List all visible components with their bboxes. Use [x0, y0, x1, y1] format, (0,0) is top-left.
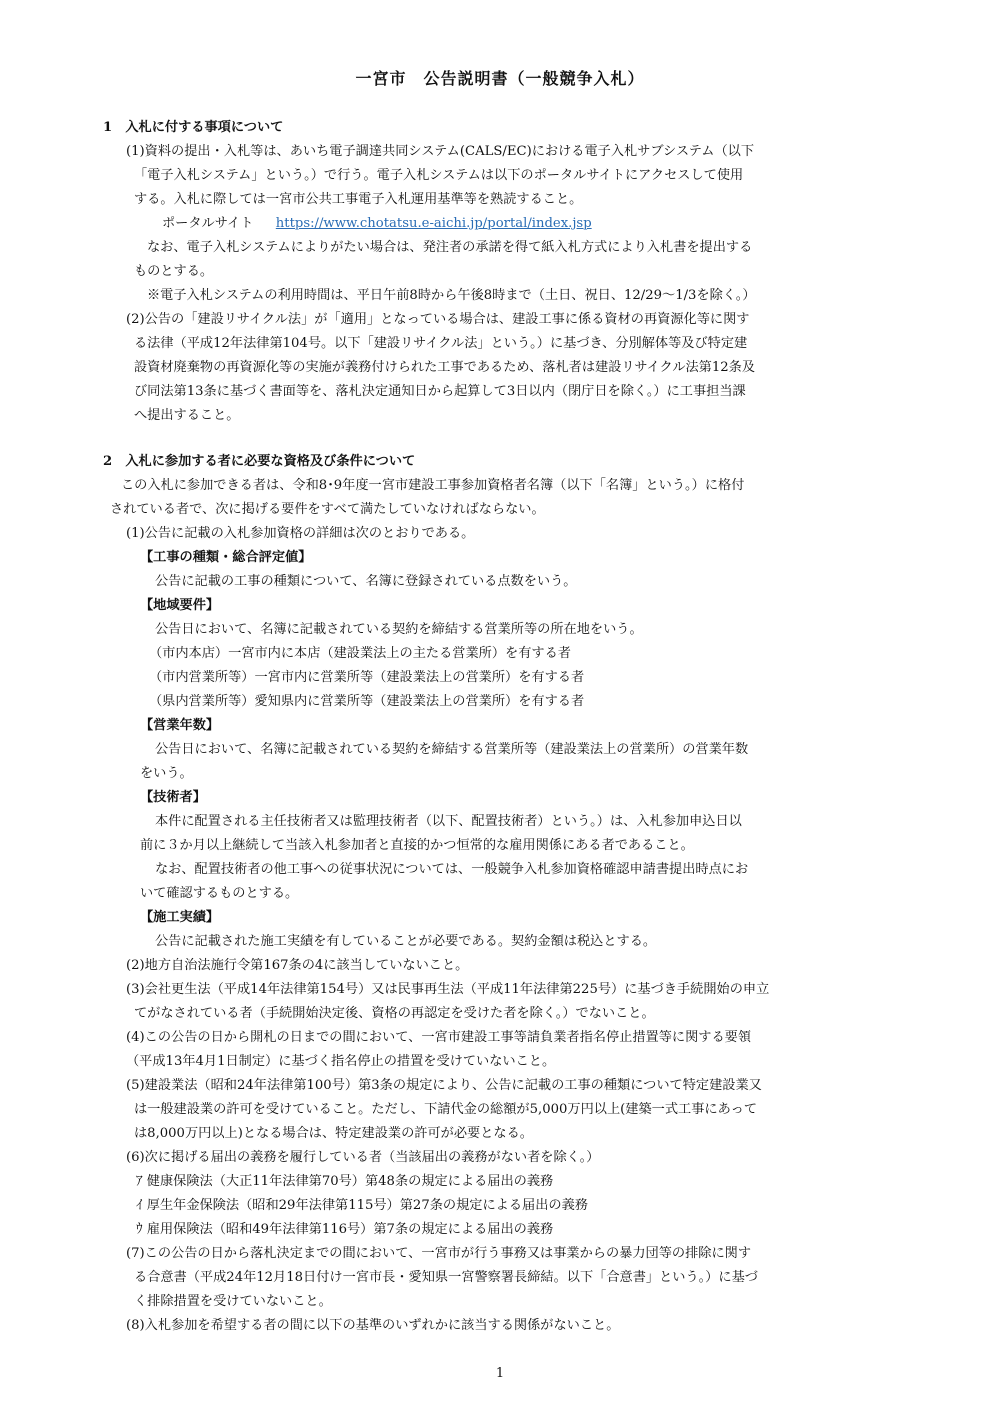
s2-area-heading: 【地域要件】 [140, 598, 220, 613]
s1-item-2-line-1: (2)公告の「建設リサイクル法」が「適用」となっている場合は、建設工事に係る資材の再資源化等に関す [126, 312, 750, 327]
s1-item-1-line-3: する。入札に際しては一宮市公共工事電子入札運用基準等を熟読すること。 [134, 192, 583, 207]
s2-area-option-b: （市内営業所等）一宮市内に営業所等（建設業法上の営業所）を有する者 [149, 670, 585, 685]
s2-item-1: (1)公告に記載の入札参加資格の詳細は次のとおりである。 [126, 526, 475, 541]
s1-item-2-line-5: へ提出すること。 [134, 408, 240, 423]
s1-item-1-line-6: ものとする。 [134, 264, 214, 279]
s2-engineer-heading: 【技術者】 [140, 790, 206, 805]
s2-engineer-line-3: なお、配置技術者の他工事への従事状況については、一般競争入札参加資格確認申請書提出時点にお [155, 862, 749, 877]
s2-kind-body: 公告に記載の工事の種類について、名簿に登録されている点数をいう。 [155, 574, 577, 589]
portal-link[interactable]: https://www.chotatsu.e-aichi.jp/portal/index.jsp [275, 216, 592, 231]
s2-item-7-line-1: (7)この公告の日から落札決定までの間において、一宮市が行う事務又は事業からの暴力団等の排除に関す [126, 1246, 752, 1261]
s2-item-2: (2)地方自治法施行令第167条の4に該当していないこと。 [126, 958, 469, 973]
s2-item-3-line-2: てがなされている者（手続開始決定後、資格の再認定を受けた者を除く。）でないこと。 [134, 1006, 655, 1021]
s2-years-heading: 【営業年数】 [140, 718, 220, 733]
section-1-heading: 1 入札に付する事項について [103, 120, 284, 135]
s2-years-line-1: 公告日において、名簿に記載されている契約を締結する営業所等（建設業法上の営業所）の営業年数 [155, 742, 749, 757]
s1-item-1-line-1: (1)資料の提出・入札等は、あいち電子調達共同システム(CALS/EC)における電子入札サブシステム（以下 [126, 144, 755, 159]
s2-years-line-2: をいう。 [140, 766, 193, 781]
portal-row [162, 214, 592, 234]
s1-item-2-line-3: 設資材廃棄物の再資源化等の実施が義務付けられた工事であるため、落札者は建設リサイクル法第12条及 [134, 360, 756, 375]
s2-area-body: 公告日において、名簿に記載されている契約を締結する営業所等の所在地をいう。 [155, 622, 643, 637]
s2-item-8: (8)入札参加を希望する者の間に以下の基準のいずれかに該当する関係がないこと。 [126, 1318, 620, 1333]
s2-record-heading: 【施工実績】 [140, 910, 220, 925]
s1-usage-hours-note: ※電子入札システムの利用時間は、平日午前8時から午後8時まで（土日、祝日、12/29～1/3を除く。） [147, 288, 756, 303]
s1-item-1-line-2: 「電子入札システム」という。）で行う。電子入札システムは以下のポータルサイトにアクセスして使用 [134, 168, 744, 183]
s1-item-1-line-5: なお、電子入札システムによりがたい場合は、発注者の承諾を得て紙入札方式により入札書を提出する [147, 240, 753, 255]
s1-item-2-line-2: る法律（平成12年法律第104号。以下「建設リサイクル法」という。）に基づき、分別解体等及び特定建 [134, 336, 748, 351]
portal-label: ポータルサイト [162, 216, 254, 231]
s2-item-6-a: ｱ 健康保険法（大正11年法律第70号）第48条の規定による届出の義務 [136, 1174, 554, 1189]
s2-area-option-c: （県内営業所等）愛知県内に営業所等（建設業法上の営業所）を有する者 [149, 694, 585, 709]
s1-item-2-line-4: び同法第13条に基づく書面等を、落札決定通知日から起算して3日以内（閉庁日を除く。）に工事担当課 [134, 384, 746, 399]
s2-engineer-line-1: 本件に配置される主任技術者又は監理技術者（以下、配置技術者）という。）は、入札参加申込日以 [155, 814, 742, 829]
s2-item-6: (6)次に掲げる届出の義務を履行している者（当該届出の義務がない者を除く。） [126, 1150, 600, 1165]
s2-item-3-line-1: (3)会社更生法（平成14年法律第154号）又は民事再生法（平成11年法律第225号）に基づき手続開始の申立 [126, 982, 770, 997]
s2-area-option-a: （市内本店）一宮市内に本店（建設業法上の主たる営業所）を有する者 [149, 646, 571, 661]
s2-item-4-line-1: (4)この公告の日から開札の日までの間において、一宮市建設工事等請負業者指名停止措置等に関する要領 [126, 1030, 752, 1045]
s2-item-6-b: ｲ 厚生年金保険法（昭和29年法律第115号）第27条の規定による届出の義務 [136, 1198, 588, 1213]
s2-item-5-line-2: は一般建設業の許可を受けていること。ただし、下請代金の総額が5,000万円以上(建築一式工事にあって [134, 1102, 758, 1117]
s2-record-body: 公告に記載された施工実績を有していることが必要である。契約金額は税込とする。 [155, 934, 657, 949]
s2-intro-line-2: されている者で、次に掲げる要件をすべて満たしていなければならない。 [110, 502, 545, 517]
s2-item-4-line-2: （平成13年4月1日制定）に基づく指名停止の措置を受けていないこと。 [126, 1054, 556, 1069]
s2-kind-heading: 【工事の種類・総合評定値】 [140, 550, 312, 565]
s2-item-5-line-1: (5)建設業法（昭和24年法律第100号）第3条の規定により、公告に記載の工事の種類について特定建設業又 [126, 1078, 762, 1093]
s2-item-5-line-3: は8,000万円以上)となる場合は、特定建設業の許可が必要となる。 [134, 1126, 533, 1141]
s2-engineer-line-4: いて確認するものとする。 [140, 886, 299, 901]
s2-item-7-line-2: る合意書（平成24年12月18日付け一宮市長・愛知県一宮警察署長締結。以下「合意書」という。）に基づ [134, 1270, 758, 1285]
page-number: 1 [495, 1366, 505, 1381]
page-title: 一宮市 公告説明書（一般競争入札） [355, 69, 645, 88]
s2-engineer-line-2: 前に３か月以上継続して当該入札参加者と直接的かつ恒常的な雇用関係にある者であること。 [140, 838, 694, 853]
section-2-heading: 2 入札に参加する者に必要な資格及び条件について [103, 454, 416, 469]
s2-item-7-line-3: く排除措置を受けていないこと。 [134, 1294, 332, 1309]
s2-intro-line-1: この入札に参加できる者は、令和8･9年度一宮市建設工事参加資格者名簿（以下「名簿」という。）に格付 [121, 478, 745, 493]
s2-item-6-c: ｳ 雇用保険法（昭和49年法律第116号）第7条の規定による届出の義務 [136, 1222, 554, 1237]
